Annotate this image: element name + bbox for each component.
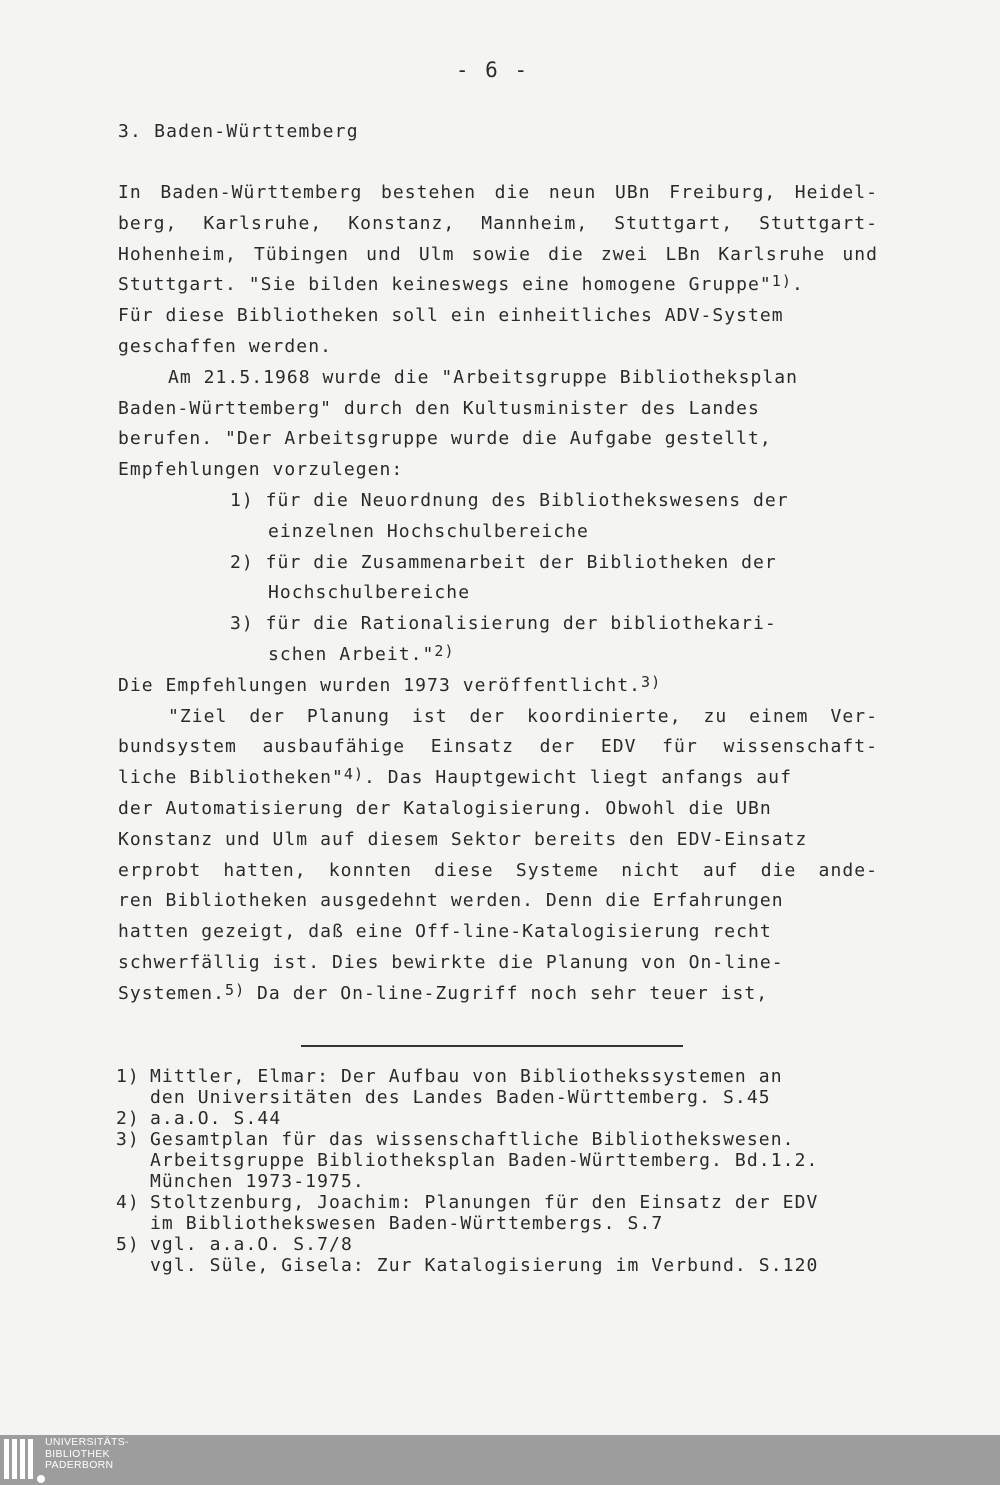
- footnote-line: Gesamtplan für das wissenschaftliche Bibliothekswesen.: [150, 1129, 795, 1150]
- footnote-text: [150, 1108, 876, 1129]
- text-fragment: Die Empfehlungen wurden 1973 veröffentlicht.: [118, 674, 642, 696]
- footnote-ref: 3): [641, 672, 662, 691]
- footnote-line: vgl. Süle, Gisela: Zur Katalogisierung im Verbund. S.120: [150, 1255, 819, 1276]
- list-item-number: 2): [230, 551, 254, 573]
- text-line: hatten gezeigt, daß eine Off-line-Katalogisierung recht: [118, 921, 772, 943]
- text-line: berufen. "Der Arbeitsgruppe wurde die Aufgabe gestellt,: [118, 428, 772, 450]
- text-line: bundsystem ausbaufähige Einsatz der EDV für wissenschaft-: [118, 736, 878, 758]
- logo-line: BIBLIOTHEK: [45, 1447, 110, 1460]
- text-line: Empfehlungen vorzulegen:: [118, 459, 404, 481]
- footnote-line: a.a.O. S.44: [150, 1108, 282, 1129]
- library-logo: [4, 1437, 129, 1481]
- footnote-ref: 1): [771, 272, 792, 291]
- footnote-line: den Universitäten des Landes Baden-Württemberg. S.45: [150, 1087, 771, 1108]
- text-fragment: .: [791, 274, 804, 296]
- text-line: Baden-Württemberg" durch den Kultusminister des Landes: [118, 397, 760, 419]
- list-item-text: für die Neuordnung des Bibliothekswesens der: [265, 489, 789, 511]
- list-item: [118, 486, 878, 517]
- footnote-number: 2): [116, 1108, 140, 1129]
- footnote-line: vgl. a.a.O. S.7/8: [150, 1234, 353, 1255]
- footnote-text: [150, 1192, 876, 1234]
- text-line: der Automatisierung der Katalogisierung. Obwohl die UBn: [118, 797, 772, 819]
- logo-bars-icon: [4, 1439, 33, 1479]
- footnote-text: [150, 1129, 876, 1192]
- body-text: [118, 178, 878, 1010]
- text-line: Hohenheim, Tübingen und Ulm sowie die zwei LBn Karlsruhe und: [118, 243, 878, 265]
- list-item: [118, 609, 878, 640]
- footnote-number: 3): [116, 1129, 140, 1150]
- list-item-text: schen Arbeit.": [268, 643, 435, 665]
- library-footer-bar: [0, 1435, 1000, 1485]
- footnote-separator: [301, 1045, 683, 1047]
- footnotes: [116, 1066, 876, 1276]
- logo-dot-icon: [37, 1475, 45, 1483]
- footnote-ref: 2): [434, 641, 455, 660]
- list-item: [118, 548, 878, 579]
- list-item-continuation: einzelnen Hochschulbereiche: [268, 520, 589, 542]
- footnote-line: im Bibliothekswesen Baden-Württembergs. S.7: [150, 1213, 664, 1234]
- footnote-text: [150, 1066, 876, 1108]
- footnote-line: Mittler, Elmar: Der Aufbau von Bibliothekssystemen an: [150, 1066, 783, 1087]
- list-item-continuation: Hochschulbereiche: [268, 582, 471, 604]
- text-line: [118, 979, 878, 1010]
- text-line: [118, 763, 878, 794]
- footnote-line: Arbeitsgruppe Bibliotheksplan Baden-Württemberg. Bd.1.2.: [150, 1150, 819, 1171]
- logo-text: [45, 1437, 129, 1472]
- text-line: erprobt hatten, konnten diese Systeme nicht auf die ande-: [118, 859, 878, 881]
- page-number: - 6 -: [455, 58, 530, 82]
- text-line: "Ziel der Planung ist der koordinierte, zu einem Ver-: [168, 705, 878, 727]
- text-line: Am 21.5.1968 wurde die "Arbeitsgruppe Bibliotheksplan: [168, 366, 799, 388]
- list-item-number: 3): [230, 613, 254, 635]
- text-line: Konstanz und Ulm auf diesem Sektor bereits den EDV-Einsatz: [118, 828, 808, 850]
- logo-line: UNIVERSITÄTS-: [45, 1436, 129, 1448]
- footnote-number: 5): [116, 1234, 140, 1255]
- text-fragment: Da der On-line-Zugriff noch sehr teuer ist,: [257, 982, 769, 1004]
- list-item-continuation: [118, 640, 878, 671]
- text-line: Für diese Bibliotheken soll ein einheitliches ADV-System: [118, 305, 784, 327]
- text-fragment: Systemen.: [118, 982, 225, 1004]
- footnote-number: 4): [116, 1192, 140, 1213]
- text-line: geschaffen werden.: [118, 335, 332, 357]
- list-item-number: 1): [230, 489, 254, 511]
- footnote-2: [116, 1108, 876, 1129]
- list-item-text: für die Rationalisierung der bibliothekari-: [265, 613, 777, 635]
- section-heading: 3. Baden-Württemberg: [118, 121, 359, 142]
- footnote-3: [116, 1129, 876, 1192]
- logo-line: PADERBORN: [45, 1459, 114, 1471]
- text-line: ren Bibliotheken ausgedehnt werden. Denn die Erfahrungen: [118, 890, 784, 912]
- footnote-text: [150, 1234, 876, 1276]
- text-fragment: Stuttgart. "Sie bilden keineswegs eine homogene Gruppe": [118, 274, 772, 296]
- footnote-ref: 4): [343, 765, 365, 784]
- text-line: [118, 270, 878, 301]
- footnote-ref: 5): [224, 980, 246, 999]
- footnote-line: Stoltzenburg, Joachim: Planungen für den Einsatz der EDV: [150, 1192, 819, 1213]
- footnote-1: [116, 1066, 876, 1108]
- footnote-number: 1): [116, 1066, 140, 1087]
- text-fragment: liche Bibliotheken": [118, 767, 344, 789]
- list-item-text: für die Zusammenarbeit der Bibliotheken der: [265, 551, 777, 573]
- text-line: schwerfällig ist. Dies bewirkte die Planung von On-line-: [118, 951, 784, 973]
- text-line: berg, Karlsruhe, Konstanz, Mannheim, Stuttgart, Stuttgart-: [118, 212, 878, 234]
- footnote-4: [116, 1192, 876, 1234]
- footnote-line: München 1973-1975.: [150, 1171, 365, 1192]
- text-fragment: . Das Hauptgewicht liegt anfangs auf: [364, 767, 792, 789]
- footnote-5: [116, 1234, 876, 1276]
- text-line: In Baden-Württemberg bestehen die neun UBn Freiburg, Heidel-: [118, 182, 878, 203]
- text-line: [118, 671, 878, 702]
